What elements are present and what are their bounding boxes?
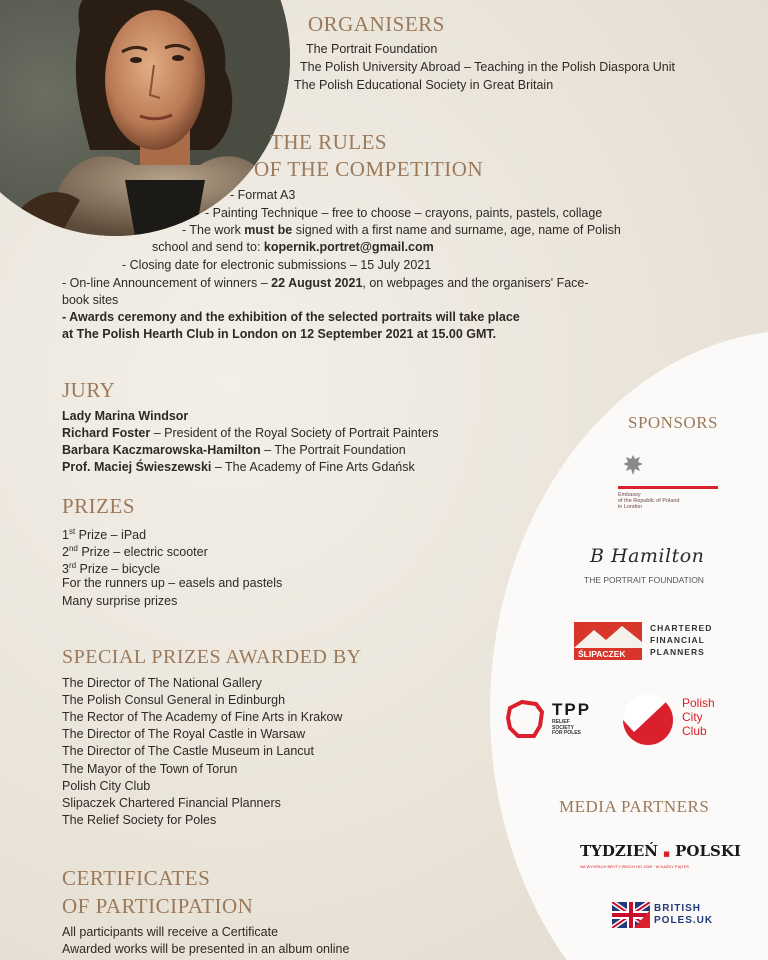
- jury-heading: JURY: [62, 378, 116, 402]
- poland-outline-icon: [504, 698, 546, 740]
- special-prize-item: The Mayor of the Town of Torun: [62, 762, 238, 776]
- prize-third: 3rd Prize – bicycle: [62, 561, 161, 577]
- certificate-line: All participants will receive a Certificate: [62, 925, 279, 939]
- portrait-foundation-logo: [584, 545, 734, 589]
- contact-email: kopernik.portret@gmail.com: [263, 240, 434, 254]
- prizes-heading: PRIZES: [62, 494, 136, 518]
- media-partners-heading: MEDIA PARTNERS: [559, 797, 710, 816]
- flag-icon: [612, 902, 650, 928]
- slipaczek-logo: [574, 620, 724, 664]
- special-prize-item: The Director of The National Gallery: [62, 676, 262, 690]
- prize-first: 1st Prize – iPad: [62, 527, 147, 543]
- rule-ceremony-line1: - Awards ceremony and the exhibition of the selected portraits will take place: [62, 310, 520, 324]
- jury-member: Richard Foster – President of the Royal Society of Portrait Painters: [62, 426, 439, 440]
- special-prize-item: The Polish Consul General in Edinburgh: [62, 693, 286, 707]
- rule-ceremony-line2: at The Polish Hearth Club in London on 12 September 2021 at 15.00 GMT.: [62, 327, 497, 341]
- special-prizes-heading: SPECIAL PRIZES AWARDED BY: [62, 646, 362, 668]
- british-poles-text: BRITISH POLES.UK: [654, 903, 714, 926]
- jury-member: Barbara Kaczmarowska-Hamilton – The Portrait Foundation: [62, 443, 406, 457]
- prize-runners-up: For the runners up – easels and pastels: [62, 576, 283, 590]
- rule-closing: - Closing date for electronic submissions – 15 July 2021: [122, 258, 432, 272]
- tydzien-polski-logo: [580, 842, 741, 878]
- jury-member: Prof. Maciej Świeszewski – The Academy of Fine Arts Gdańsk: [62, 460, 415, 474]
- hamilton-signature: B Hamilton: [590, 545, 705, 567]
- certificate-line: Awarded works will be presented in an album online: [62, 942, 350, 956]
- special-prize-item: The Director of The Castle Museum in Lancut: [62, 744, 314, 758]
- organisers-heading: ORGANISERS: [308, 12, 445, 36]
- rule-announce-cont: book sites: [62, 293, 119, 307]
- slipaczek-name: ŚLIPACZEK: [578, 649, 626, 659]
- eagle-emblem-icon: [620, 452, 646, 478]
- slipaczek-tagline: CHARTERED FINANCIAL PLANNERS: [650, 623, 713, 657]
- tpp-tagline: RELIEF SOCIETY FOR POLES: [552, 719, 581, 736]
- tydzien-divider: ■: [663, 849, 670, 858]
- embassy-text: Embassy of the Republic of Poland in London: [618, 492, 680, 510]
- special-prize-item: Polish City Club: [62, 779, 151, 793]
- organiser-item: The Polish Educational Society in Great Britain: [294, 78, 554, 92]
- rules-heading-line1: THE RULES: [270, 130, 388, 154]
- tydzien-subtitle: NA WYSPACH BRYTYJSKICH OD 1959 · W KAŻDY PIĄTEK: [580, 864, 690, 869]
- special-prize-item: The Relief Society for Poles: [62, 813, 217, 827]
- british-poles-logo: [612, 902, 722, 932]
- certificates-heading-line2: OF PARTICIPATION: [62, 894, 254, 918]
- pcc-circle-icon: [622, 694, 674, 746]
- portrait-foundation-caption: THE PORTRAIT FOUNDATION: [584, 575, 704, 585]
- rule-signed: - The work must be signed with a first name and surname, age, name of Polish: [182, 223, 621, 237]
- organiser-item: The Portrait Foundation: [306, 42, 438, 56]
- certificates-heading-line1: CERTIFICATES: [62, 866, 211, 890]
- special-prize-item: The Director of The Royal Castle in Warsaw: [62, 727, 306, 741]
- pcc-name: Polish City Club: [682, 696, 715, 738]
- rule-format: - Format A3: [230, 188, 296, 202]
- rule-send: school and send to: kopernik.portret@gmail.com: [152, 240, 434, 254]
- polish-flag-bar: [618, 486, 718, 489]
- rule-announce: - On-line Announcement of winners – 22 August 2021, on webpages and the organisers' Face-: [62, 276, 589, 290]
- special-prize-item: The Rector of The Academy of Fine Arts in Krakow: [62, 710, 343, 724]
- rule-technique: - Painting Technique – free to choose – crayons, paints, pastels, collage: [205, 206, 603, 220]
- polish-city-club-logo: [622, 694, 732, 746]
- sponsors-heading: SPONSORS: [628, 413, 718, 432]
- slipaczek-mark: [574, 622, 642, 660]
- tpp-logo: [504, 698, 608, 742]
- mountain-icon: [574, 622, 642, 648]
- prize-second: 2nd Prize – electric scooter: [62, 544, 208, 560]
- polski-word: POLSKI: [675, 842, 741, 860]
- embassy-logo: [618, 452, 728, 527]
- special-prize-item: Slipaczek Chartered Financial Planners: [62, 796, 281, 810]
- tpp-name: TPP: [552, 700, 592, 719]
- tydzien-word: TYDZIEŃ: [580, 842, 658, 860]
- rules-heading-line2: OF THE COMPETITION: [254, 157, 484, 181]
- prize-surprise: Many surprise prizes: [62, 594, 178, 608]
- organiser-item: The Polish University Abroad – Teaching in the Polish Diaspora Unit: [300, 60, 675, 74]
- jury-member: Lady Marina Windsor: [62, 409, 189, 423]
